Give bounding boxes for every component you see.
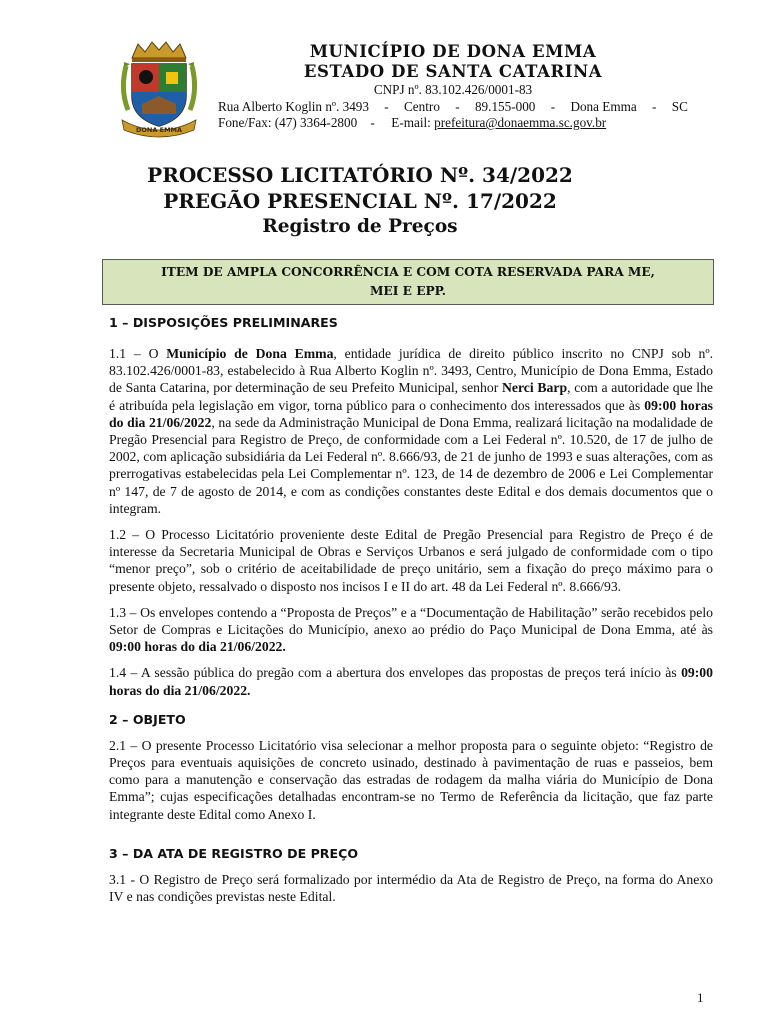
paragraph-2-1: 2.1 – O presente Processo Licitatório visa selecionar a melhor proposta para o seguinte objeto: “Registro de Preços para eventuais aquisições de concreto usinado, destinado à pavimentação de ruas e passeios, bem como para a manutenção e conservação das estradas de rodagem da malha viária do Município de Dona Emma”; cujas especificações detalhadas encontram-se no Termo de Referência da licitação, que faz parte integrante deste Edital como Anexo I. — [109, 737, 713, 822]
section-2-heading: 2 – OBJETO — [109, 711, 186, 727]
paragraph-1-3 — [109, 604, 713, 656]
p1-1-text-c: , entidade jurídica de direito público inscrito no CNPJ sob nº. 83.102.426/0001-83, estabelecido à Rua Alberto Koglin nº. 3493, Centro, Município de Dona Emma, Estado de Santa Catarina, por determinação de seu Prefeito Municipal, senhor — [109, 346, 714, 396]
address-state: SC — [671, 98, 688, 114]
address-sep-1: - — [384, 98, 389, 114]
address-district: Centro — [404, 98, 440, 114]
state-title: ESTADO DE SANTA CATARINA — [303, 62, 603, 81]
p1-4-date-bold: 09:00 horas do dia 21/06/2022. — [109, 665, 713, 698]
phone-text: Fone/Fax: (47) 3364-2800 — [218, 115, 358, 130]
address-sep-2: - — [455, 98, 460, 114]
process-heading — [100, 162, 620, 239]
email-label: E-mail: — [391, 115, 431, 130]
address-street: Rua Alberto Koglin nº. 3493 — [218, 98, 369, 114]
page-number: 1 — [697, 990, 704, 1005]
process-number: PROCESSO LICITATÓRIO Nº. 34/2022 — [147, 163, 573, 187]
letterhead — [218, 42, 688, 132]
p1-1-mayor-bold: Nerci Barp — [502, 380, 568, 396]
address-line — [218, 99, 688, 116]
municipality-title: MUNICÍPIO DE DONA EMMA — [309, 42, 597, 61]
contact-line — [218, 115, 688, 132]
municipal-coat-of-arms-icon — [118, 40, 200, 140]
pregao-number: PREGÃO PRESENCIAL Nº. 17/2022 — [163, 189, 557, 213]
address-sep-3: - — [550, 98, 556, 114]
quota-notice-line-2: MEI E EPP. — [369, 284, 447, 298]
paragraph-3-1: 3.1 - O Registro de Preço será formalizado por intermédio da Ata de Registro de Preço, na forma do Anexo IV e nas condições previstas neste Edital. — [109, 871, 713, 905]
crest-banner-text: DONA EMMA — [135, 126, 183, 134]
p1-1-text-e: , com a autoridade que lhe é atribuída pela legislação em vigor, torna público para o conhecimento dos interessados que às — [109, 380, 714, 413]
quota-notice-box — [102, 259, 714, 305]
address-sep-4: - — [652, 98, 657, 114]
modality-title: Registro de Preços — [262, 216, 458, 237]
p1-1-text-g: , na sede da Administração Municipal de Dona Emma, realizará licitação na modalidade de Pregão Presencial para Registro de Preço, de conformidade com a Lei Federal nº. 10.520, de 17 de julho de 2002, com aplicação subsidiária da Lei Federal nº. 8.666/93, de 21 de junho de 1993 e suas alterações, com as prerrogativas estabelecidas pela Lei Complementar nº. 123, de 14 de dezembro de 2006 e Lei Complementar nº 147, de 7 de agosto de 2014, e com as condições constantes deste Edital e dos demais documentos que o integram. — [109, 414, 713, 516]
p1-4-text: 1.4 – A sessão pública do pregão com a abertura dos envelopes das propostas de preços terá início às — [109, 665, 682, 681]
p1-1-date-bold: 09:00 horas do dia 21/06/2022 — [109, 397, 713, 430]
section-3-heading: 3 – DA ATA DE REGISTRO DE PREÇO — [109, 845, 359, 861]
cnpj-line: CNPJ nº. 83.102.426/0001-83 — [373, 82, 533, 97]
p1-1-municipality-bold: Município de Dona Emma — [166, 346, 334, 361]
email-link[interactable]: prefeitura@donaemma.sc.gov.br — [434, 115, 607, 130]
contact-separator: - — [370, 115, 375, 130]
p1-1-text-a: 1.1 – O — [109, 346, 167, 361]
p1-3-date-bold: 09:00 horas do dia 21/06/2022. — [109, 639, 286, 655]
paragraph-1-2: 1.2 – O Processo Licitatório proveniente deste Edital de Pregão Presencial para Registro de Preço é de interesse da Secretaria Municipal de Obras e Serviços Urbanos e será julgado de conformidade com o tipo “menor preço”, sob o critério de aceitabilidade de preço unitário, sem a fixação do preço máximo para o presente objeto, ressalvado o disposto nos incisos I e II do art. 48 da Lei Federal nº. 8.666/93. — [109, 527, 713, 594]
document-body — [109, 314, 713, 905]
address-city: Dona Emma — [570, 98, 637, 114]
paragraph-1-4 — [109, 664, 713, 698]
paragraph-1-1 — [109, 345, 713, 517]
address-zip: 89.155-000 — [474, 98, 536, 114]
section-1-heading: 1 – DISPOSIÇÕES PRELIMINARES — [109, 315, 338, 330]
quota-notice-line-1: ITEM DE AMPLA CONCORRÊNCIA E COM COTA RESERVADA PARA ME, — [161, 265, 655, 279]
p1-3-text: 1.3 – Os envelopes contendo a “Proposta de Preços” e a “Documentação de Habilitação” serão recebidos pelo Setor de Compras e Licitações do Município, anexo ao prédio do Paço Municipal de Dona Emma, até às — [109, 604, 713, 638]
